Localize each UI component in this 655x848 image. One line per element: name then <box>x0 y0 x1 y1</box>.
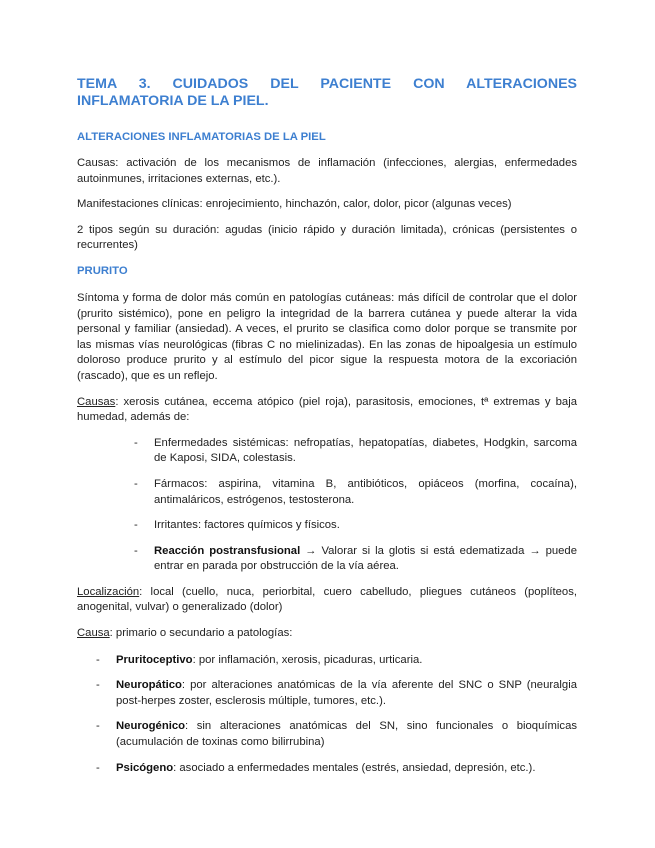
reaccion-label: Reacción postransfusional <box>154 544 301 557</box>
causa-label: Causa <box>77 627 110 640</box>
list-item-text: Irritantes: factores químicos y físicos. <box>154 519 340 532</box>
paragraph-prurito-intro: Síntoma y forma de dolor más común en patologías cutáneas: más difícil de controlar que el dolor (prurito sistémico), pone en peligro la integridad de la barrera cutánea y puede alterar la vida personal y familiar (ansiedad). A veces, el prurito se clasifica como dolor porque se transmite por las mismas vías neurológicas (fibras C no mielinizadas). En las zonas de hipoalgesia un estímulo doloroso produce prurito y al estímulo del picor sigue la respuesta motora de la excoriación (rascado), que es un reflejo. <box>77 291 577 382</box>
tipos-prurito-list <box>96 653 577 777</box>
tipo-label: Psicógeno <box>116 761 174 774</box>
localizacion-label: Localización <box>77 585 140 598</box>
paragraph-manifestaciones: Manifestaciones clínicas: enrojecimiento, hinchazón, calor, dolor, picor (algunas veces) <box>77 198 512 211</box>
list-item <box>134 544 577 575</box>
list-item <box>96 678 577 709</box>
dash-marker: - <box>96 679 100 692</box>
list-item <box>96 653 577 669</box>
tipo-label: Neurogénico <box>116 720 186 733</box>
tipo-label: Neuropático <box>116 679 182 692</box>
causas-list <box>134 436 577 575</box>
list-item-text <box>116 761 577 777</box>
dash-marker: - <box>96 720 100 733</box>
list-item-text <box>116 719 577 750</box>
list-item-text: Fármacos: aspirina, vitamina B, antibióticos, opiáceos (morfina, cocaína), antimaláricos, estrógenos, testosterona. <box>154 477 577 506</box>
paragraph-causas: Causas: activación de los mecanismos de inflamación (infecciones, alergias, enfermedades autoinmunes, irritaciones externas, etc.). <box>77 157 577 185</box>
causa-text: : primario o secundario a patologías: <box>109 627 293 640</box>
list-item <box>134 518 577 534</box>
section-heading-prurito: PRURITO <box>77 264 128 277</box>
tipo-text: : sin alteraciones anatómicas del SN, sino funcionales o bioquímicas (acumulación de toxinas como bilirrubina) <box>116 720 577 749</box>
list-item-text <box>154 544 577 575</box>
dash-marker: - <box>96 761 100 774</box>
list-item-text: Enfermedades sistémicas: nefropatías, hepatopatías, diabetes, Hodgkin, sarcoma de Kaposi, SIDA, colestasis. <box>154 436 577 465</box>
localizacion-text: : local (cuello, nuca, periorbital, cuero cabelludo, pliegues cutáneos (poplíteos, anogenital, vulvar) o generalizado (dolor) <box>77 585 577 614</box>
reaccion-text: → Valorar si la glotis si está edematizada → puede entrar en parada por obstrucción de la vía aérea. <box>154 544 577 573</box>
causas-text: : xerosis cutánea, eccema atópico (piel roja), parasitosis, emociones, tª extremas y baja humedad, además de: <box>77 395 577 424</box>
causas-label: Causas <box>77 395 116 408</box>
list-item <box>96 719 577 750</box>
list-item-text <box>116 678 577 709</box>
tipo-label: Pruritoceptivo <box>116 653 193 666</box>
dash-marker: - <box>134 436 138 449</box>
list-item <box>96 761 577 777</box>
dash-marker: - <box>134 477 138 490</box>
list-item <box>134 436 577 467</box>
tipo-text: : por inflamación, xerosis, picaduras, urticaria. <box>192 653 423 666</box>
list-item-text <box>116 653 577 669</box>
dash-marker: - <box>134 544 138 557</box>
paragraph-prurito-causas <box>77 395 577 426</box>
paragraph-tipos: 2 tipos según su duración: agudas (inicio rápido y duración limitada), crónicas (persistentes o recurrentes) <box>77 223 577 252</box>
tipo-text: : por alteraciones anatómicas de la vía aferente del SNC o SNP (neuralgia post-herpes zoster, esclerosis múltiple, tumores, etc.). <box>116 679 577 707</box>
paragraph-causa <box>77 626 577 642</box>
tipo-text: : asociado a enfermedades mentales (estrés, ansiedad, depresión, etc.). <box>173 761 536 774</box>
document-content <box>77 76 577 776</box>
section-heading-alteraciones: ALTERACIONES INFLAMATORIAS DE LA PIEL <box>77 131 326 143</box>
paragraph-localizacion <box>77 585 577 616</box>
dash-marker: - <box>134 519 138 532</box>
page-title: TEMA 3. CUIDADOS DEL PACIENTE CON ALTERACIONES INFLAMATORIA DE LA PIEL. <box>77 76 577 109</box>
dash-marker: - <box>96 653 100 666</box>
list-item <box>134 477 577 508</box>
